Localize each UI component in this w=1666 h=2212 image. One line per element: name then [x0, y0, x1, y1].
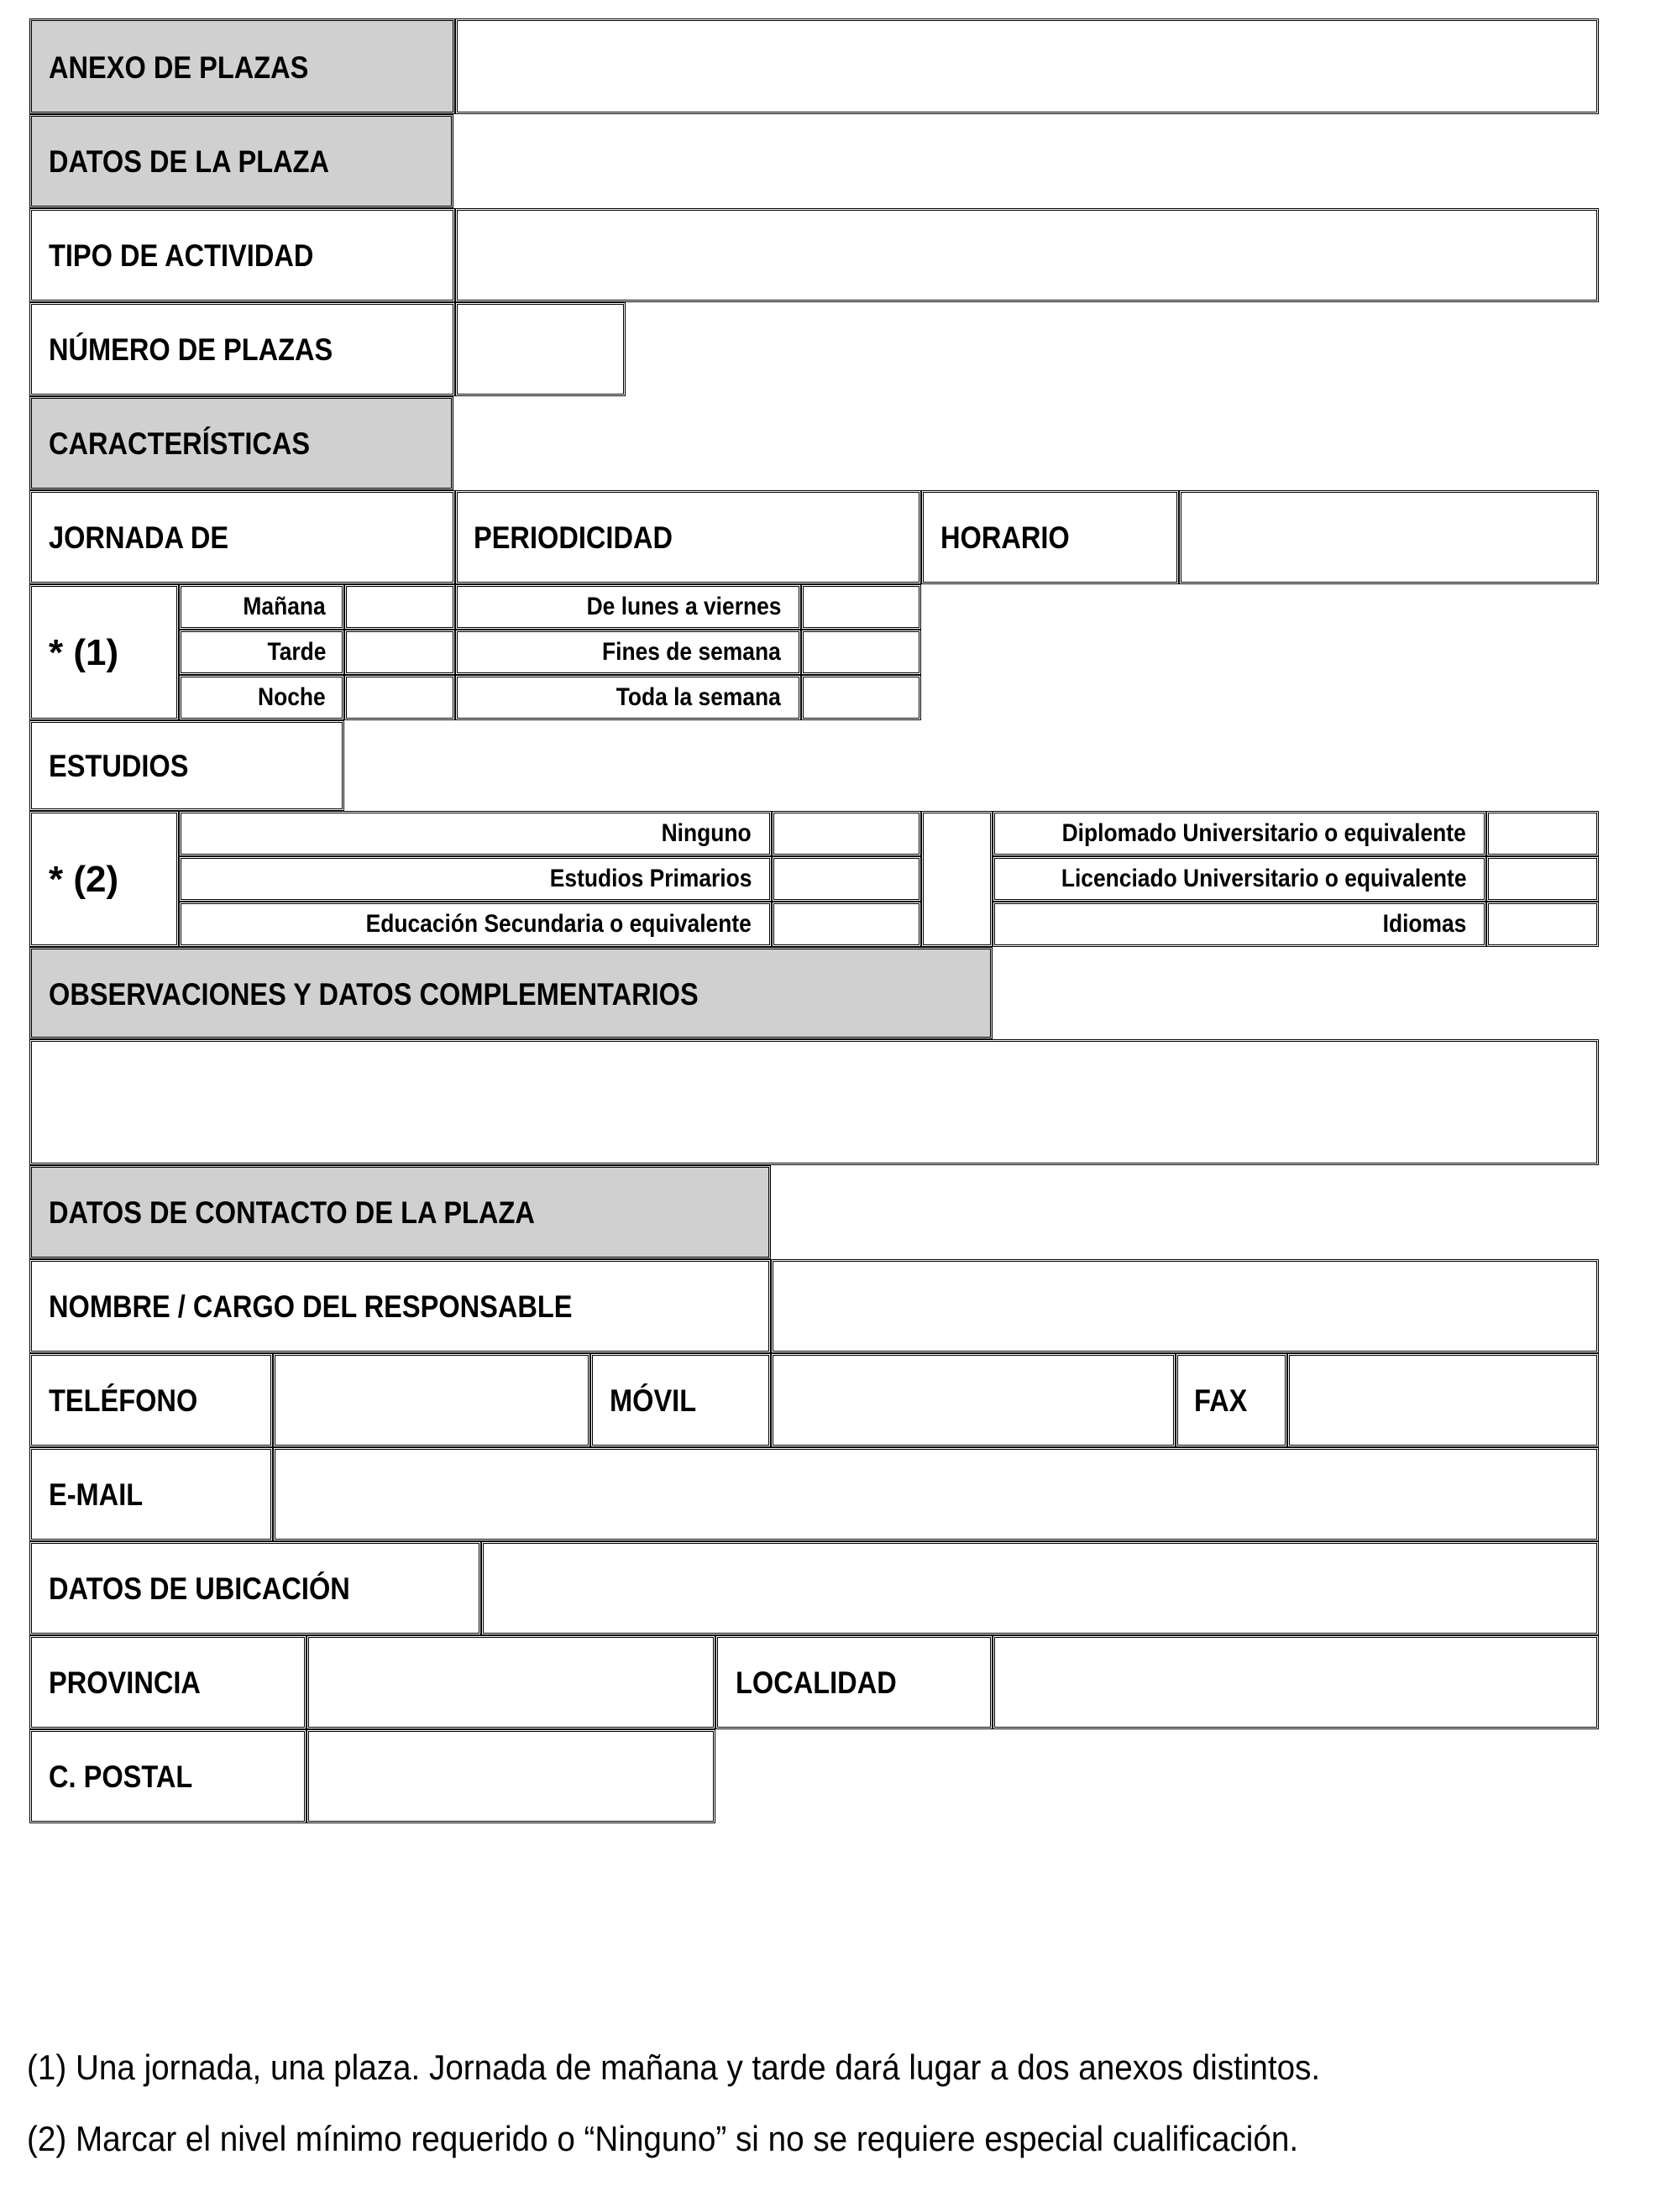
jornada-de-label: JORNADA DE: [49, 520, 229, 555]
horario-label: HORARIO: [940, 520, 1070, 555]
datos-de-contacto-label: DATOS DE CONTACTO DE LA PLAZA: [49, 1195, 535, 1230]
jornada-option-manana: Mañana: [243, 593, 326, 620]
email-label: E-MAIL: [49, 1477, 144, 1512]
footnote-1: (1) Una jornada, una plaza. Jornada de mañana y tarde dará lugar a dos anexos distintos.: [27, 2047, 1321, 2087]
note-2-marker: * (2): [49, 859, 119, 900]
periodicidad-option-toda-semana: Toda la semana: [616, 683, 781, 711]
checkbox-ninguno[interactable]: [772, 811, 921, 856]
movil-label: MÓVIL: [610, 1383, 697, 1418]
estudios-label: ESTUDIOS: [49, 749, 189, 783]
estudios-option-secundaria: Educación Secundaria o equivalente: [365, 910, 752, 938]
horario-field[interactable]: [1179, 490, 1599, 584]
datos-de-ubicacion-field[interactable]: [481, 1541, 1599, 1635]
tipo-de-actividad-field[interactable]: [455, 208, 1599, 302]
tipo-de-actividad-label: TIPO DE ACTIVIDAD: [49, 238, 314, 273]
checkbox-estudios-primarios[interactable]: [772, 856, 921, 902]
checkbox-fines-semana[interactable]: [801, 630, 921, 675]
estudios-option-ninguno: Ninguno: [661, 819, 752, 847]
caracteristicas-label: CARACTERÍSTICAS: [49, 426, 311, 461]
periodicidad-option-fines-semana: Fines de semana: [602, 638, 781, 666]
estudios-option-primarios: Estudios Primarios: [549, 865, 752, 892]
movil-field[interactable]: [771, 1353, 1176, 1447]
checkbox-toda-semana[interactable]: [801, 675, 921, 720]
checkbox-noche[interactable]: [344, 675, 455, 720]
provincia-label: PROVINCIA: [49, 1666, 201, 1700]
datos-de-ubicacion-label: DATOS DE UBICACIÓN: [49, 1571, 350, 1606]
checkbox-diplomado[interactable]: [1486, 811, 1599, 856]
fax-field[interactable]: [1287, 1353, 1599, 1447]
estudios-separator-cell: [921, 811, 993, 947]
email-field[interactable]: [273, 1447, 1599, 1541]
checkbox-licenciado[interactable]: [1486, 856, 1599, 902]
observaciones-field[interactable]: [29, 1039, 1599, 1165]
jornada-option-tarde: Tarde: [267, 638, 326, 666]
codigo-postal-field[interactable]: [306, 1729, 715, 1823]
estudios-option-licenciado: Licenciado Universitario o equivalente: [1061, 865, 1466, 892]
anexo-de-plazas-label: ANEXO DE PLAZAS: [49, 50, 309, 85]
periodicidad-option-lunes-viernes: De lunes a viernes: [586, 593, 781, 620]
localidad-label: LOCALIDAD: [736, 1666, 897, 1700]
numero-de-plazas-field[interactable]: [455, 302, 626, 396]
datos-de-la-plaza-label: DATOS DE LA PLAZA: [49, 144, 330, 179]
telefono-label: TELÉFONO: [49, 1383, 198, 1418]
jornada-option-noche: Noche: [258, 683, 326, 711]
anexo-de-plazas-field[interactable]: [455, 18, 1599, 114]
nombre-cargo-field[interactable]: [771, 1259, 1599, 1353]
checkbox-lunes-viernes[interactable]: [801, 584, 921, 630]
checkbox-manana[interactable]: [344, 584, 455, 630]
numero-de-plazas-label: NÚMERO DE PLAZAS: [49, 332, 333, 367]
checkbox-educacion-secundaria[interactable]: [772, 902, 921, 947]
observaciones-label: OBSERVACIONES Y DATOS COMPLEMENTARIOS: [49, 977, 699, 1012]
telefono-field[interactable]: [273, 1353, 590, 1447]
checkbox-tarde[interactable]: [344, 630, 455, 675]
provincia-field[interactable]: [306, 1635, 715, 1729]
codigo-postal-label: C. POSTAL: [49, 1760, 193, 1794]
periodicidad-label: PERIODICIDAD: [474, 520, 673, 555]
estudios-option-diplomado: Diplomado Universitario o equivalente: [1061, 819, 1466, 847]
estudios-option-idiomas: Idiomas: [1382, 910, 1466, 938]
note-1-marker: * (1): [49, 632, 119, 673]
localidad-field[interactable]: [993, 1635, 1599, 1729]
checkbox-idiomas[interactable]: [1486, 902, 1599, 947]
footnote-2: (2) Marcar el nivel mínimo requerido o “Ninguno” si no se requiere especial cualificación.: [27, 2119, 1299, 2158]
nombre-cargo-label: NOMBRE / CARGO DEL RESPONSABLE: [49, 1289, 573, 1324]
fax-label: FAX: [1194, 1383, 1248, 1418]
